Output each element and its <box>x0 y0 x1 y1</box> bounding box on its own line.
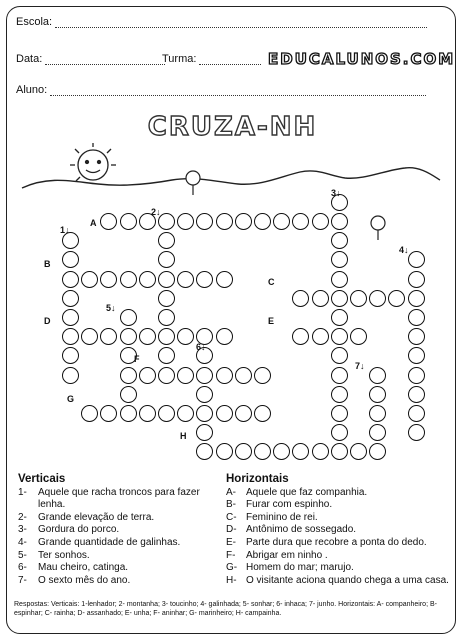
clue-marker-d: D <box>44 316 51 326</box>
list-item: 1- Aquele que racha troncos para fazer lenha. <box>18 486 200 511</box>
list-item: D- Antônimo de sossegado. <box>226 524 357 536</box>
list-item: H- O visitante aciona quando chega a uma casa. <box>226 574 449 586</box>
crossword-cell[interactable] <box>62 367 79 384</box>
crossword-cell[interactable] <box>235 213 252 230</box>
verticais-section <box>18 473 218 587</box>
crossword-cell[interactable] <box>408 347 425 364</box>
verticais-heading: Verticais <box>18 473 66 485</box>
list-item: 7- O sexto mês do ano. <box>18 574 131 586</box>
clue-marker-b: B <box>44 259 51 269</box>
list-item: 2- Grande elevação de terra. <box>18 511 155 523</box>
crossword-cell[interactable] <box>139 367 156 384</box>
list-item: 3- Gordura do porco. <box>18 524 120 536</box>
turma-field[interactable] <box>162 53 261 65</box>
crossword-cell[interactable] <box>100 271 117 288</box>
crossword-cell[interactable] <box>331 328 348 345</box>
list-item: C- Feminino de rei. <box>226 511 318 523</box>
crossword-cell[interactable] <box>196 271 213 288</box>
crossword-cell[interactable] <box>369 367 386 384</box>
crossword-cell[interactable] <box>312 443 329 460</box>
clue-marker-a: A <box>90 218 97 228</box>
crossword-cell[interactable] <box>120 271 137 288</box>
clue-marker-f: F <box>134 354 140 364</box>
crossword-cell[interactable] <box>120 309 137 326</box>
page-title: CRUZA-NH <box>147 112 318 142</box>
horizontais-section <box>226 473 452 587</box>
crossword-cell[interactable] <box>158 213 175 230</box>
crossword-cell[interactable] <box>331 386 348 403</box>
crossword-cell[interactable] <box>62 271 79 288</box>
crossword-cell[interactable] <box>177 367 194 384</box>
list-item: A- Aquele que faz companhia. <box>226 486 368 498</box>
escola-field[interactable] <box>16 16 427 28</box>
crossword-cell[interactable] <box>120 328 137 345</box>
crossword-cell[interactable] <box>216 405 233 422</box>
horizontais-list <box>226 487 452 588</box>
crossword-cell[interactable] <box>216 328 233 345</box>
crossword-cell[interactable] <box>235 367 252 384</box>
clue-marker-4: 4↓ <box>399 245 409 255</box>
clue-marker-e: E <box>268 316 275 326</box>
crossword-cell[interactable] <box>408 405 425 422</box>
crossword-cell[interactable] <box>254 367 271 384</box>
crossword-cell[interactable] <box>408 251 425 268</box>
crossword-cell[interactable] <box>235 405 252 422</box>
clue-marker-6: 6↓ <box>196 342 206 352</box>
crossword-cell[interactable] <box>408 290 425 307</box>
crossword-cell[interactable] <box>312 290 329 307</box>
crossword-cell[interactable] <box>331 424 348 441</box>
crossword-cell[interactable] <box>158 367 175 384</box>
crossword-cell[interactable] <box>177 271 194 288</box>
crossword-cell[interactable] <box>216 367 233 384</box>
crossword-cell[interactable] <box>216 443 233 460</box>
crossword-cell[interactable] <box>408 386 425 403</box>
crossword-cell[interactable] <box>331 290 348 307</box>
crossword-cell[interactable] <box>254 213 271 230</box>
crossword-cell[interactable] <box>331 367 348 384</box>
brand-logo: EDUCALUNOS.COM <box>268 50 456 68</box>
clue-marker-7: 7↓ <box>355 361 365 371</box>
answers-footnote: Respostas: Verticais: 1-lenhador; 2- montanha; 3- toucinho; 4- galinhada; 5- sonhar; 6- inhaca; 7- junho. Horizontais: A- companheiro; B- espinhar; C- rainha; D- assanhado; E- unha; F- aninhar; G- marinheiro; H- campainha. <box>14 601 437 617</box>
clue-marker-2: 2↓ <box>151 207 161 217</box>
crossword-cell[interactable] <box>158 290 175 307</box>
crossword-cell[interactable] <box>408 328 425 345</box>
data-field[interactable] <box>16 53 165 65</box>
crossword-cell[interactable] <box>408 271 425 288</box>
turma-line <box>199 55 261 65</box>
tree-icon <box>186 171 200 195</box>
list-item: F- Abrigar em ninho . <box>226 549 328 561</box>
aluno-field[interactable] <box>16 84 426 96</box>
crossword-cell[interactable] <box>408 424 425 441</box>
crossword-cell[interactable] <box>331 232 348 249</box>
crossword-cell[interactable] <box>331 271 348 288</box>
clue-marker-g: G <box>67 394 75 404</box>
clue-marker-c: C <box>268 277 275 287</box>
clue-marker-h: H <box>180 431 187 441</box>
clue-marker-5: 5↓ <box>106 303 116 313</box>
crossword-cell[interactable] <box>369 386 386 403</box>
turma-label: Turma: <box>162 53 197 65</box>
data-line <box>45 55 165 65</box>
crossword-cell[interactable] <box>120 386 137 403</box>
crossword-cell[interactable] <box>216 271 233 288</box>
crossword-cell[interactable] <box>158 405 175 422</box>
list-item: B- Furar com espinho. <box>226 499 333 511</box>
crossword-cell[interactable] <box>369 290 386 307</box>
list-item: G- Homem do mar; marujo. <box>226 562 354 574</box>
verticais-list <box>18 487 218 588</box>
crossword-cell[interactable] <box>139 328 156 345</box>
crossword-cell[interactable] <box>120 213 137 230</box>
data-label: Data: <box>16 53 43 65</box>
crossword-cell[interactable] <box>158 309 175 326</box>
crossword-cell[interactable] <box>216 213 233 230</box>
escola-label: Escola: <box>16 16 53 28</box>
aluno-line <box>50 86 426 96</box>
list-item: 4- Grande quantidade de galinhas. <box>18 536 181 548</box>
crossword-cell[interactable] <box>81 271 98 288</box>
crossword-cell[interactable] <box>196 367 213 384</box>
crossword-cell[interactable] <box>408 367 425 384</box>
list-item: 5- Ter sonhos. <box>18 549 90 561</box>
list-item: E- Parte dura que recobre a ponta do dedo. <box>226 536 427 548</box>
sun-icon <box>70 143 116 181</box>
crossword-cell[interactable] <box>350 290 367 307</box>
crossword-cell[interactable] <box>254 405 271 422</box>
horizontais-heading: Horizontais <box>226 473 289 485</box>
clue-marker-1: 1↓ <box>60 225 70 235</box>
crossword-cell[interactable] <box>62 309 79 326</box>
crossword-cell[interactable] <box>120 367 137 384</box>
crossword-cell[interactable] <box>139 271 156 288</box>
crossword-cell[interactable] <box>139 405 156 422</box>
crossword-cell[interactable] <box>158 271 175 288</box>
crossword-cell[interactable] <box>62 290 79 307</box>
tree-icon <box>371 216 385 240</box>
clue-marker-3: 3↓ <box>331 188 341 198</box>
crossword-cell[interactable] <box>312 328 329 345</box>
crossword-cell[interactable] <box>331 309 348 326</box>
crossword-cell[interactable] <box>408 309 425 326</box>
list-item: 6- Mau cheiro, catinga. <box>18 562 129 574</box>
aluno-label: Aluno: <box>16 84 48 96</box>
crossword-cell[interactable] <box>331 405 348 422</box>
crossword-cell[interactable] <box>331 213 348 230</box>
crossword-cell[interactable] <box>120 405 137 422</box>
escola-line <box>55 18 427 28</box>
crossword-cell[interactable] <box>312 213 329 230</box>
